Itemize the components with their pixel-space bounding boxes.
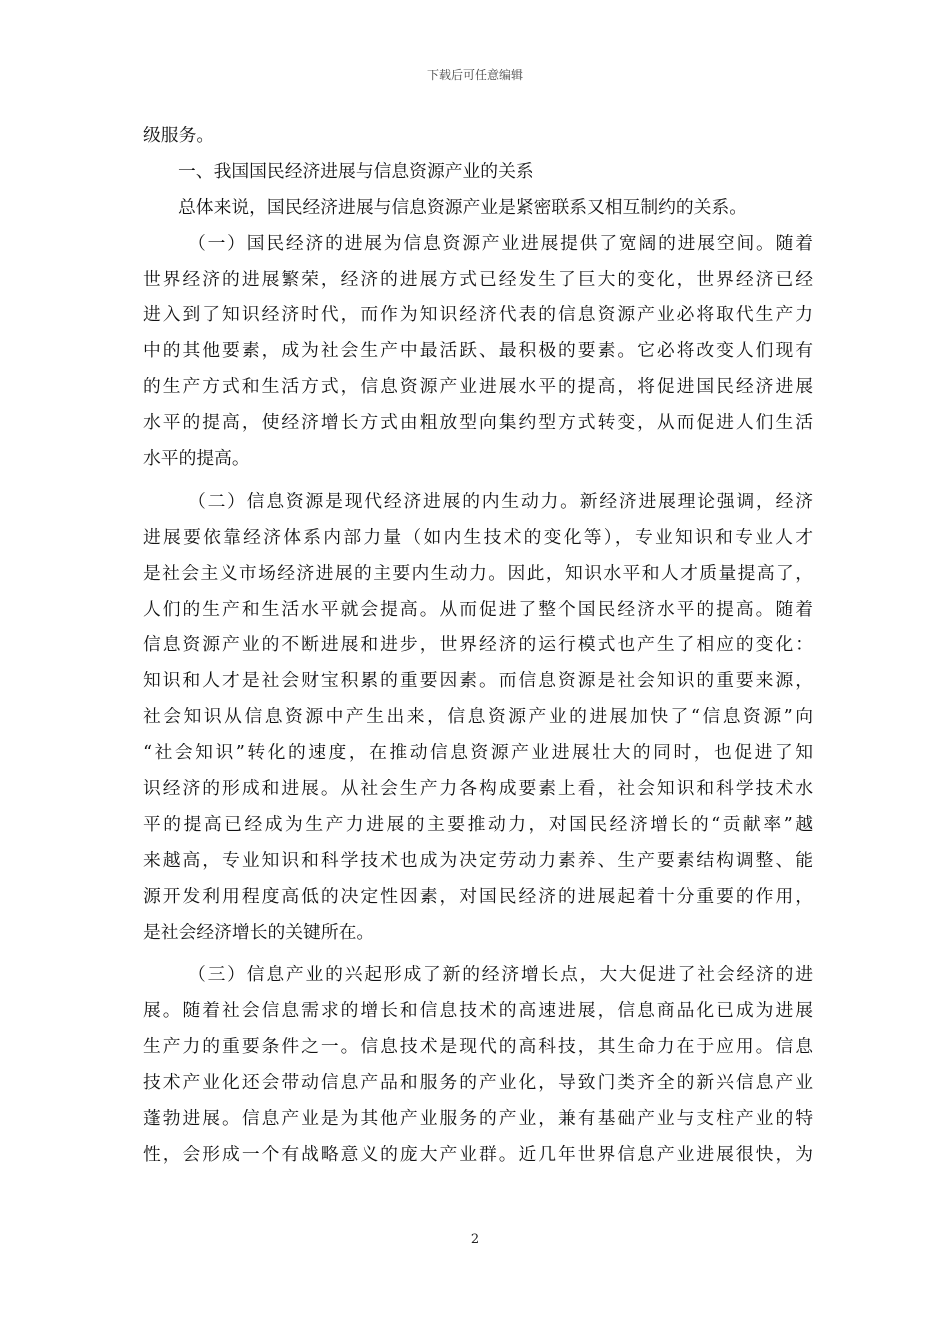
paragraph-gap: [143, 950, 813, 957]
text-line: 进展要依靠经济体系内部力量（如内生技术的变化等），专业知识和专业人才: [143, 526, 813, 548]
paragraph-start-line: （二）信息资源是现代经济进展的内生动力。新经济进展理论强调，经济: [188, 490, 813, 512]
text-line: 知识和人才是社会财宝积累的重要因素。而信息资源是社会知识的重要来源，: [143, 670, 813, 692]
text-line: 平的提高已经成为生产力进展的主要推动力，对国民经济增长的“贡献率”越: [143, 813, 813, 835]
text-line: 社会知识从信息资源中产生出来，信息资源产业的进展加快了“信息资源”向: [143, 706, 813, 728]
paragraph-start-line: （一）国民经济的进展为信息资源产业进展提供了宽阔的进展空间。随着: [188, 232, 813, 254]
section-heading: 一、我国国民经济进展与信息资源产业的关系: [178, 160, 534, 182]
text-line: 性，会形成一个有战略意义的庞大产业群。近几年世界信息产业进展很快，为: [143, 1143, 813, 1165]
page-header-note: 下载后可任意编辑: [426, 68, 523, 82]
text-line: 水平的提高。: [143, 448, 250, 470]
paragraph-gap: [143, 477, 813, 484]
text-line: 总体来说，国民经济进展与信息资源产业是紧密联系又相互制约的关系。: [178, 196, 748, 218]
text-line: 水平的提高，使经济增长方式由粗放型向集约型方式转变，从而促进人们生活: [143, 412, 813, 434]
text-line: 级服务。: [143, 125, 215, 146]
text-line: 是社会经济增长的关键所在。: [143, 921, 375, 943]
text-line: 生产力的重要条件之一。信息技术是现代的高科技，其生命力在于应用。信息: [143, 1036, 813, 1058]
text-line: 来越高，专业知识和科学技术也成为决定劳动力素养、生产要素结构调整、能: [143, 849, 813, 871]
text-line: 人们的生产和生活水平就会提高。从而促进了整个国民经济水平的提高。随着: [143, 598, 813, 620]
document-body: [143, 118, 813, 1173]
text-line: 的生产方式和生活方式，信息资源产业进展水平的提高，将促进国民经济进展: [143, 376, 813, 398]
text-line: 中的其他要素，成为社会生产中最活跃、最积极的要素。它必将改变人们现有: [143, 340, 813, 362]
text-line: 蓬勃进展。信息产业是为其他产业服务的产业，兼有基础产业与支柱产业的特: [143, 1108, 813, 1130]
text-line: 技术产业化还会带动信息产品和服务的产业化，导致门类齐全的新兴信息产业: [143, 1072, 813, 1094]
text-line: 展。随着社会信息需求的增长和信息技术的高速进展，信息商品化已成为进展: [143, 1000, 813, 1022]
text-line: 信息资源产业的不断进展和进步，世界经济的运行模式也产生了相应的变化：: [143, 634, 813, 656]
page-number: 2: [470, 1232, 480, 1247]
text-line: 源开发利用程度高低的决定性因素，对国民经济的进展起着十分重要的作用，: [143, 885, 813, 907]
paragraph-start-line: （三）信息产业的兴起形成了新的经济增长点，大大促进了社会经济的进: [188, 964, 813, 986]
text-line: 进入到了知识经济时代，而作为知识经济代表的信息资源产业必将取代生产力: [143, 304, 813, 326]
text-line: 世界经济的进展繁荣，经济的进展方式已经发生了巨大的变化，世界经济已经: [143, 268, 813, 290]
text-line: 是社会主义市场经济进展的主要内生动力。因此，知识水平和人才质量提高了，: [143, 562, 813, 584]
text-line: “社会知识”转化的速度，在推动信息资源产业进展壮大的同时，也促进了知: [143, 742, 813, 764]
text-line: 识经济的形成和进展。从社会生产力各构成要素上看，社会知识和科学技术水: [143, 778, 813, 800]
